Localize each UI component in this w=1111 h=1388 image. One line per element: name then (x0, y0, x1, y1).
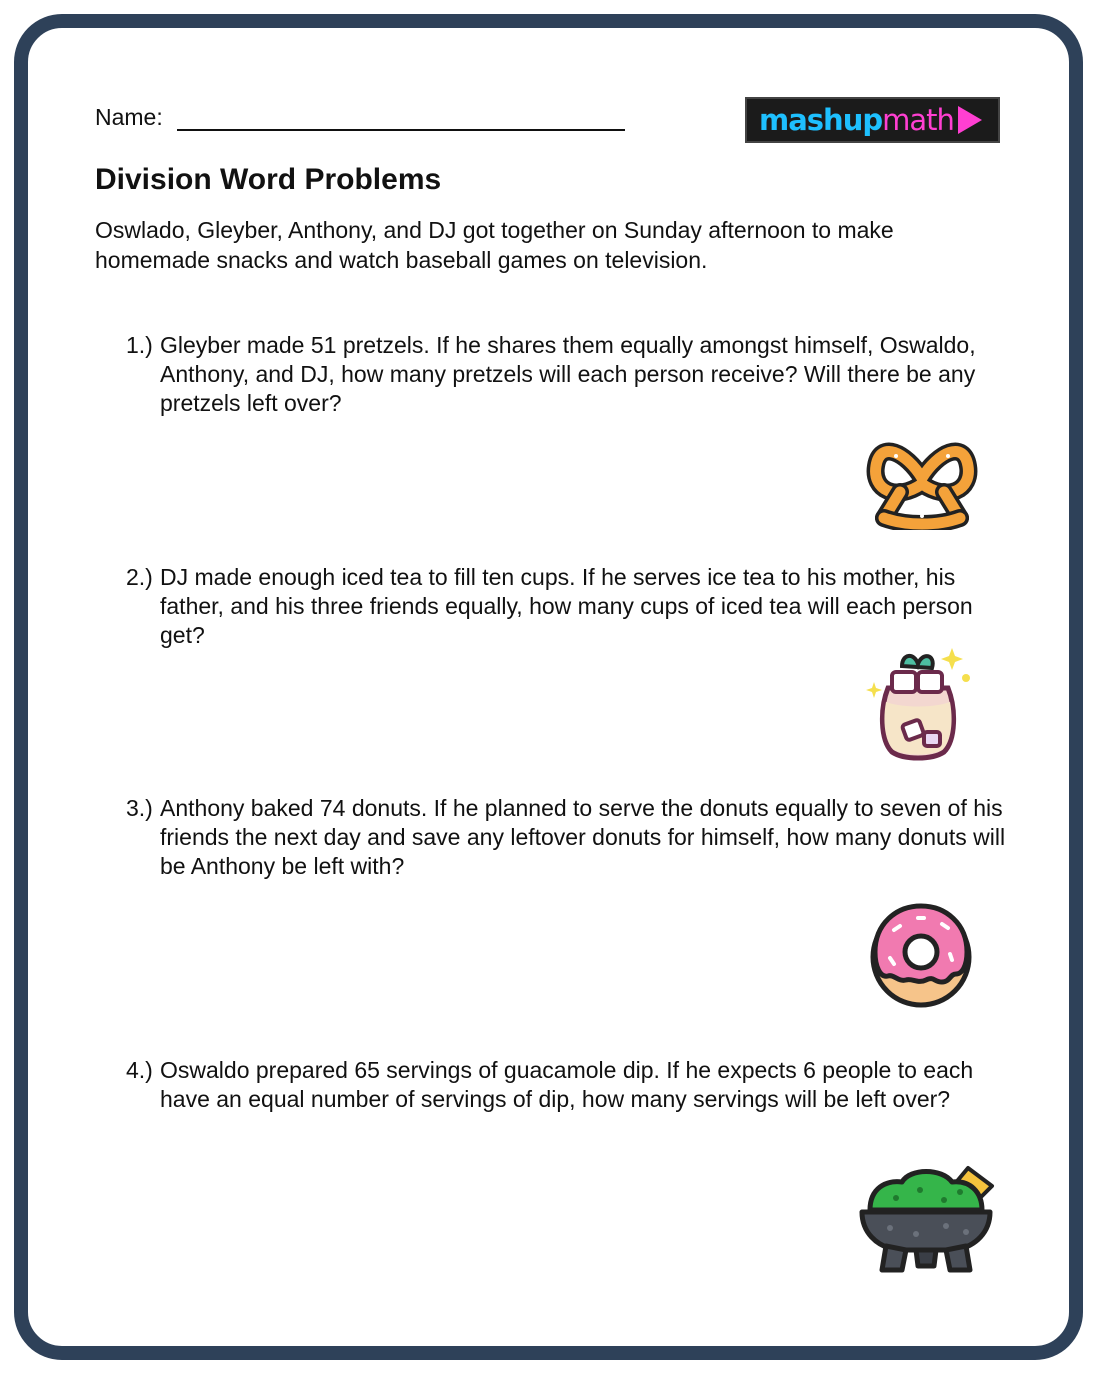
problem-text: Anthony baked 74 donuts. If he planned to serve the donuts equally to seven of his friends the next day and save any leftover donuts for himself, how many donuts will be Anthony be left with? (160, 795, 1006, 879)
guacamole-bowl-icon (856, 1162, 996, 1278)
page-title: Division Word Problems (95, 163, 442, 196)
problem-number: 2.) (126, 564, 153, 590)
name-field-line[interactable] (177, 129, 625, 131)
logo-text-math: math (882, 103, 954, 137)
problem-3 (126, 794, 1006, 881)
iced-tea-icon (862, 644, 974, 762)
problem-text: Gleyber made 51 pretzels. If he shares them equally amongst himself, Oswaldo, Anthony, and DJ, how many pretzels will each person receive? Will there be any pretzels left over? (160, 332, 976, 416)
pretzel-icon (866, 432, 978, 530)
problem-1 (126, 331, 1006, 418)
play-arrow-icon (958, 106, 982, 134)
intro-text: Oswlado, Gleyber, Anthony, and DJ got together on Sunday afternoon to make homemade snacks and watch baseball games on television. (95, 217, 894, 273)
name-label: Name: (95, 104, 163, 130)
logo-text-mashup: mashup (759, 103, 883, 137)
problem-4 (126, 1056, 1006, 1114)
problem-text: DJ made enough iced tea to fill ten cups. If he serves ice tea to his mother, his father, and his three friends equally, how many cups of iced tea will each person get? (160, 564, 973, 648)
problem-number: 4.) (126, 1057, 153, 1083)
problem-2 (126, 563, 1006, 650)
problem-text: Oswaldo prepared 65 servings of guacamole dip. If he expects 6 people to each have an equal number of servings of dip, how many servings will be left over? (160, 1057, 974, 1112)
donut-icon (866, 900, 976, 1010)
problem-number: 3.) (126, 795, 153, 821)
problem-number: 1.) (126, 332, 153, 358)
mashupmath-logo (745, 97, 1000, 143)
